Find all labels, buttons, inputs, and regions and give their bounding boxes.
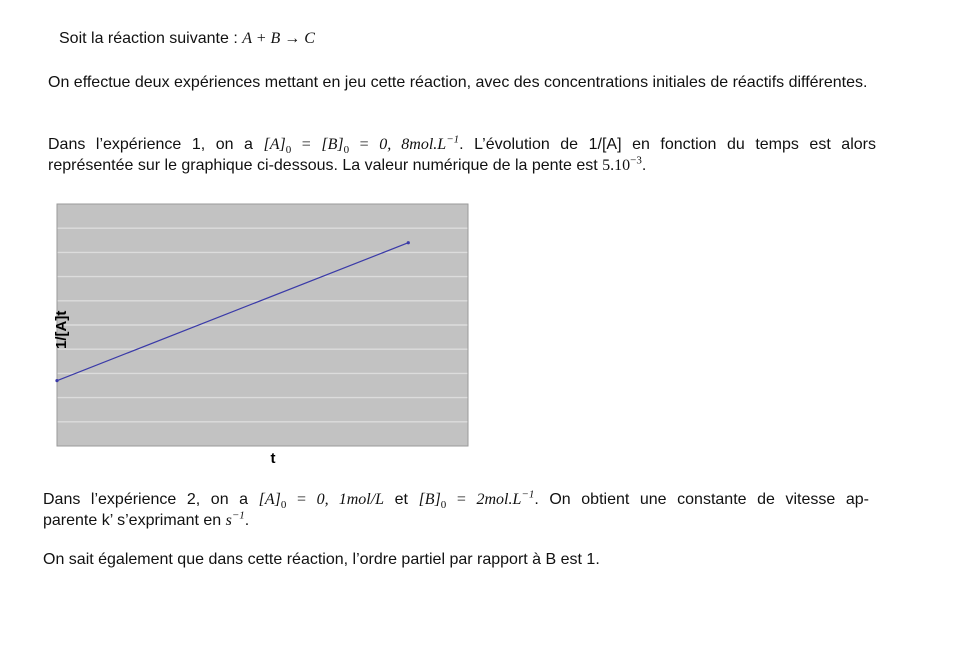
exp1-suffix: . L’évolution de 1/[A] en fonction du temps est alors xyxy=(459,136,876,153)
exp2-conc-a: $[A]_0$ xyxy=(258,491,287,512)
exp2-equals-2: = xyxy=(456,491,466,508)
data-point xyxy=(407,241,410,244)
paragraph-1-text: On effectue deux expériences mettant en jeu cette réaction, avec des concentrations initiales de réactifs différentes. xyxy=(48,74,868,91)
exp2-and: et xyxy=(394,491,408,508)
exp1-conc-a: $[A]_0$ xyxy=(263,136,292,157)
paragraph-3-line-2: parente k’ s’exprimant en $s^{-1}$. xyxy=(43,509,250,529)
y-axis-label: 1/[A]t xyxy=(53,310,70,350)
intro-equation: A + B → C xyxy=(242,30,315,47)
data-point xyxy=(55,379,58,382)
paragraph-1 xyxy=(48,72,876,93)
exp1-value: 0, $8mol.L^{-1}$ xyxy=(379,133,460,153)
exp2-line2-prefix: parente k’ s’exprimant en xyxy=(43,512,222,529)
exp2-equals-1: = xyxy=(296,491,306,508)
paragraph-2-line-2: représentée sur le graphique ci-dessous. La valeur numérique de la pente est $5.10^{-3}$. xyxy=(48,154,647,174)
paragraph-3-line-1 xyxy=(43,489,869,510)
exp1-conc-b: $[B]_0$ xyxy=(321,136,350,157)
intro-label: Soit la réaction suivante : xyxy=(59,30,238,47)
exp2-conc-b: $[B]_0$ xyxy=(418,491,447,512)
slope-value: $5.10^{-3}$ xyxy=(602,154,642,174)
exp2-value-b: $2mol.L^{-1}$ xyxy=(476,488,535,508)
exp2-suffix: . On obtient une constante de vitesse ap- xyxy=(534,491,869,508)
paragraph-4 xyxy=(43,549,600,570)
exp1-line2-prefix: représentée sur le graphique ci-dessous. La valeur numérique de la pente est xyxy=(48,157,598,174)
exp2-prefix: Dans l’expérience 2, on a xyxy=(43,491,249,508)
exp1-equals-2: = xyxy=(359,136,369,153)
rate-unit: $s^{-1}$ xyxy=(225,509,245,529)
chart xyxy=(40,198,480,464)
exp1-equals-1: = xyxy=(301,136,311,153)
exp2-value-a: 0, 1mol/L xyxy=(316,491,385,508)
paragraph-3 xyxy=(43,489,869,531)
paragraph-4-text: On sait également que dans cette réaction, l’ordre partiel par rapport à B est 1. xyxy=(43,551,600,568)
exp1-prefix: Dans l’expérience 1, on a xyxy=(48,136,253,153)
paragraph-2-line-1 xyxy=(48,134,876,155)
intro-line xyxy=(59,28,315,49)
paragraph-2 xyxy=(48,134,876,176)
x-axis-label: t xyxy=(270,450,276,464)
